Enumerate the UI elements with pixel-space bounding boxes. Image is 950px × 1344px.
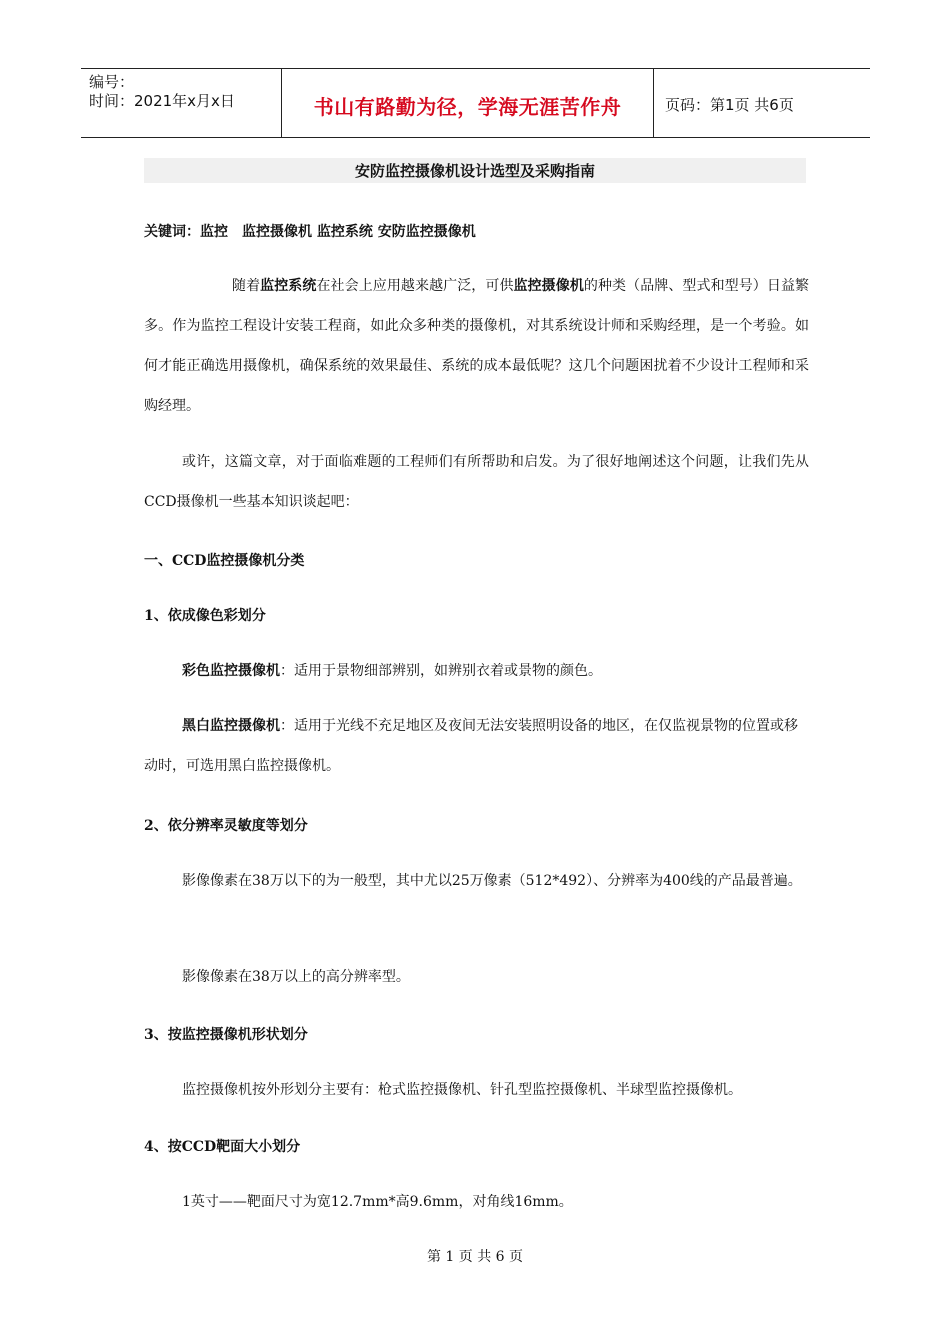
motto: 书山有路勤为径，学海无涯苦作舟	[313, 95, 622, 119]
color-camera-paragraph	[144, 660, 809, 680]
subsection-heading-resolution: 2、依分辨率灵敏度等划分	[144, 818, 308, 834]
intro-paragraph-2: 或许，这篇文章，对于面临难题的工程师们有所帮助和启发。为了很好地阐述这个问题，让我们先从CCD摄像机一些基本知识谈起吧：	[144, 454, 809, 510]
intro-text: 在社会上应用越来越广泛，可供	[316, 278, 514, 294]
intro-paragraph-1	[144, 266, 809, 426]
subsection-heading-color: 1、依成像色彩划分	[144, 608, 266, 624]
color-camera-term: 彩色监控摄像机	[182, 663, 280, 679]
header-motto-cell	[282, 69, 654, 137]
page-info: 页码：第1页 共6页	[665, 96, 794, 114]
document-title: 安防监控摄像机设计选型及采购指南	[144, 158, 806, 183]
bw-camera-text: ：适用于光线不充足地区及夜间无法安装照明设备的地区，在仅监视景物的位置或移动时，可选用黑白监控摄像机。	[144, 718, 798, 774]
resolution-general-paragraph: 影像像素在38万以下的为一般型，其中尤以25万像素（512*492）、分辨率为400线的产品最普遍。	[182, 873, 802, 889]
header-meta-cell	[81, 69, 282, 137]
link-monitoring-camera: 监控摄像机	[513, 278, 584, 294]
section-heading: 一、CCD监控摄像机分类	[144, 553, 305, 569]
keywords: 关键词：监控 监控摄像机 监控系统 安防监控摄像机	[144, 224, 476, 240]
ccd-size-paragraph: 1英寸——靶面尺寸为宽12.7mm*高9.6mm，对角线16mm。	[182, 1194, 573, 1210]
bw-camera-term: 黑白监控摄像机	[182, 718, 280, 734]
intro-text: 的种类（品牌、型式和型号）日益繁多。作为监控工程设计安装工程商，如此众多种类的摄像机，对其系统设计师和采购经理，是一个考验。如何才能正确选用摄像机，确保系统的效果最佳、系统的成本最低呢？这几个问题困扰着不少设计工程师和采购经理。	[144, 278, 810, 414]
header-table	[81, 68, 870, 138]
serial-label: 编号：	[89, 73, 135, 91]
link-monitoring-system: 监控系统	[260, 278, 317, 294]
shape-paragraph: 监控摄像机按外形划分主要有：枪式监控摄像机、针孔型监控摄像机、半球型监控摄像机。	[182, 1082, 742, 1098]
subsection-heading-shape: 3、按监控摄像机形状划分	[144, 1027, 308, 1043]
date-label: 时间：2021年x月x日	[89, 92, 235, 110]
resolution-high-paragraph: 影像像素在38万以上的高分辨率型。	[182, 969, 410, 985]
page-footer: 第 1 页 共 6 页	[426, 1249, 524, 1265]
subsection-heading-ccd-size: 4、按CCD靶面大小划分	[144, 1139, 301, 1155]
header-page-cell	[654, 69, 870, 137]
bw-camera-paragraph	[144, 706, 809, 786]
intro-text: 随着	[232, 278, 261, 294]
color-camera-text: ：适用于景物细部辨别，如辨别衣着或景物的颜色。	[280, 663, 602, 679]
